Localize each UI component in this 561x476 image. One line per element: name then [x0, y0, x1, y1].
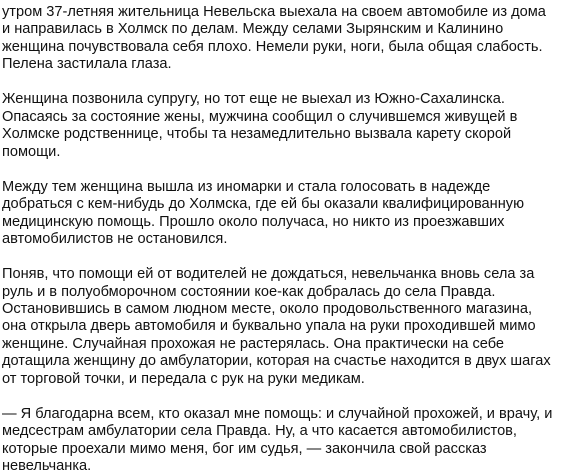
- paragraph-1: утром 37-летняя жительница Невельска выехала на своем автомобиле из дома и направилась в Холмск по делам. Между селами Зырянским и Калинино женщина почувствовала себя плохо. Немели руки, ноги, была общая слабость. Пелена застилала глаза.: [2, 4, 546, 73]
- paragraph-5: — Я благодарна всем, кто оказал мне помощь: и случайной прохожей, и врачу, и медсестрам амбулатории села Правда. Ну, а что касается автомобилистов, которые проехали мимо меня, бог им судья, — закончила свой рассказ невельчанка.: [2, 405, 553, 475]
- paragraph-3: Между тем женщина вышла из иномарки и стала голосовать в надежде добраться с кем-нибудь до Холмска, где ей бы оказали квалифицированную медицинскую помощь. Прошло около получаса, но никто из проезжавших автомобилистов не остановился.: [2, 178, 525, 248]
- paragraph-4: Поняв, что помощи ей от водителей не дождаться, невельчанка вновь села за руль и в полуобморочном состоянии кое-как добралась до села Правда. Остановившись в самом людном месте, около продовольственного магазина, она открыла дверь автомобиля и буквально упала на руки проходившей мимо женщине. Случайная прохожая не растерялась. Она практически на себе дотащила женщину до амбулатории, которая на счастье находится в двух шагах от торговой точки, и передала с рук на руки медикам.: [2, 266, 551, 387]
- paragraph-2: Женщина позвонила супругу, но тот еще не выехал из Южно-Сахалинска. Опасаясь за состояние жены, мужчина сообщил о случившемся живущей в Холмске родственнице, чтобы та незамедлительно вызвала карету скорой помощи.: [2, 91, 518, 160]
